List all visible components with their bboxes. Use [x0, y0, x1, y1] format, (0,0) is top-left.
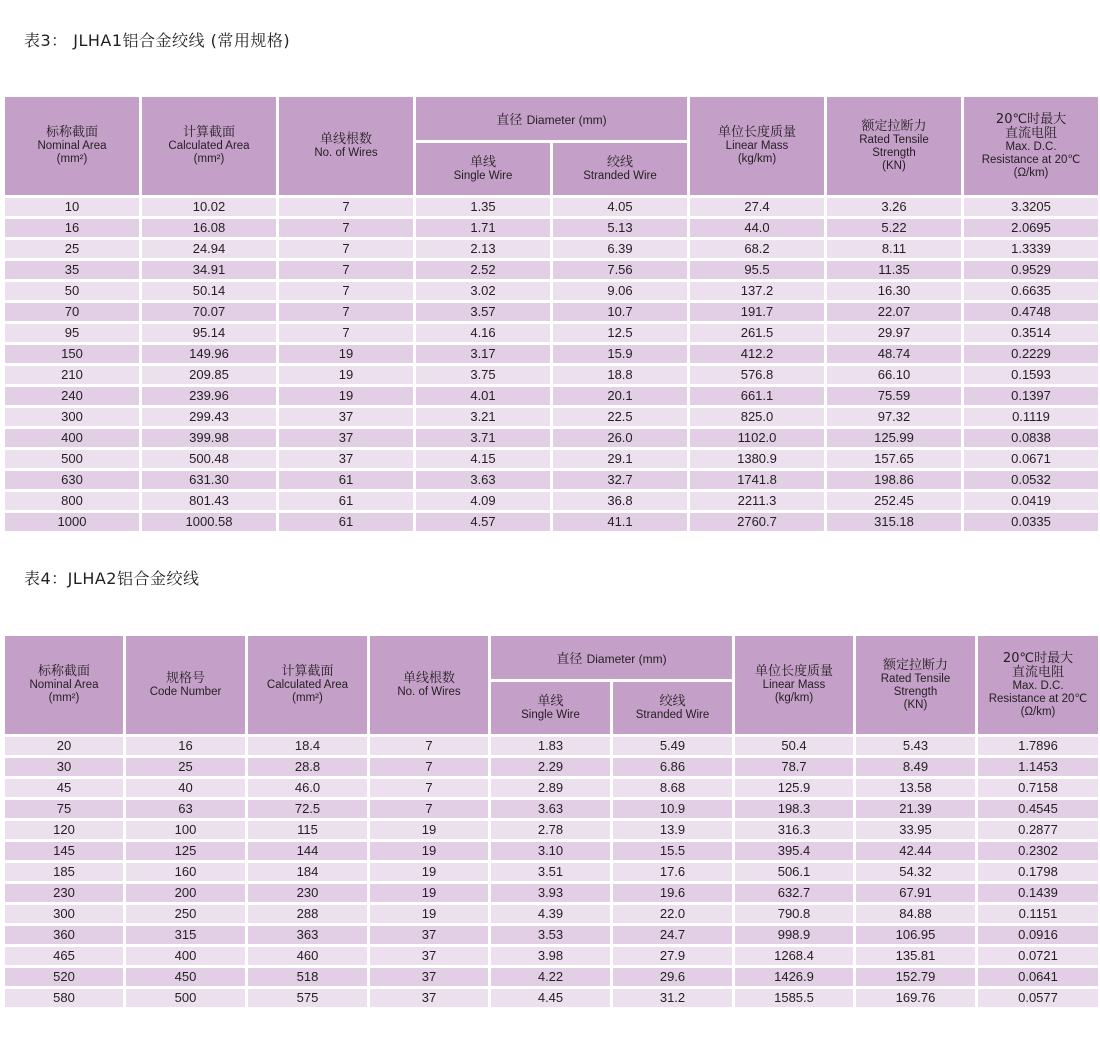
table-cell: 0.7158	[977, 778, 1100, 799]
table-cell: 4.16	[415, 323, 552, 344]
table-cell: 0.3514	[963, 323, 1100, 344]
table-cell: 185	[4, 862, 125, 883]
table-cell: 37	[278, 428, 415, 449]
table-row	[4, 386, 1100, 407]
table-cell: 0.0721	[977, 946, 1100, 967]
table-cell: 6.86	[612, 757, 734, 778]
table4-title: 表4：JLHA2铝合金绞线	[24, 569, 200, 588]
table-cell: 230	[4, 883, 125, 904]
table-cell: 2.89	[490, 778, 612, 799]
table-cell: 315	[125, 925, 247, 946]
table-cell: 10.7	[552, 302, 689, 323]
table-cell: 2.29	[490, 757, 612, 778]
table-cell: 7	[278, 302, 415, 323]
table-cell: 0.0916	[977, 925, 1100, 946]
header-max-dc-resistance: 20℃时最大 直流电阻 Max. D.C. Resistance at 20℃ (Ω/km)	[977, 635, 1100, 736]
table-cell: 315.18	[826, 512, 963, 533]
table-cell: 19	[369, 862, 490, 883]
table-cell: 95.5	[689, 260, 826, 281]
table-cell: 16.30	[826, 281, 963, 302]
table-cell: 300	[4, 904, 125, 925]
table-cell: 0.0577	[977, 988, 1100, 1009]
table-cell: 95.14	[141, 323, 278, 344]
table-row	[4, 365, 1100, 386]
table-cell: 41.1	[552, 512, 689, 533]
table-cell: 0.1593	[963, 365, 1100, 386]
table-row	[4, 778, 1100, 799]
table-cell: 13.9	[612, 820, 734, 841]
table-cell: 37	[369, 988, 490, 1009]
table-row	[4, 820, 1100, 841]
table-cell: 0.0671	[963, 449, 1100, 470]
table-cell: 825.0	[689, 407, 826, 428]
table-cell: 19	[369, 883, 490, 904]
table-cell: 3.75	[415, 365, 552, 386]
table-cell: 0.2302	[977, 841, 1100, 862]
table-row	[4, 757, 1100, 778]
table-cell: 8.68	[612, 778, 734, 799]
table-cell: 46.0	[247, 778, 369, 799]
header-calculated-area: 计算截面 Calculated Area (mm²)	[247, 635, 369, 736]
table-cell: 239.96	[141, 386, 278, 407]
table-cell: 137.2	[689, 281, 826, 302]
table-cell: 2.52	[415, 260, 552, 281]
table-cell: 0.1397	[963, 386, 1100, 407]
table-row	[4, 323, 1100, 344]
header-single-wire: 单线 Single Wire	[415, 142, 552, 197]
table-cell: 399.98	[141, 428, 278, 449]
table-cell: 7	[369, 757, 490, 778]
table-cell: 250	[125, 904, 247, 925]
table-cell: 35	[4, 260, 141, 281]
table-cell: 500	[125, 988, 247, 1009]
table-cell: 0.1119	[963, 407, 1100, 428]
table-cell: 19	[369, 841, 490, 862]
table-row	[4, 946, 1100, 967]
table-cell: 20.1	[552, 386, 689, 407]
table-cell: 97.32	[826, 407, 963, 428]
table-cell: 0.0532	[963, 470, 1100, 491]
table-cell: 300	[4, 407, 141, 428]
table-cell: 16	[4, 218, 141, 239]
table-cell: 0.9529	[963, 260, 1100, 281]
table-cell: 395.4	[734, 841, 855, 862]
table-row	[4, 218, 1100, 239]
table-cell: 316.3	[734, 820, 855, 841]
header-linear-mass: 单位长度质量 Linear Mass (kg/km)	[734, 635, 855, 736]
table-cell: 61	[278, 512, 415, 533]
table-row	[4, 428, 1100, 449]
table-cell: 17.6	[612, 862, 734, 883]
table-cell: 37	[278, 407, 415, 428]
table-cell: 0.4545	[977, 799, 1100, 820]
table-cell: 3.51	[490, 862, 612, 883]
header-max-dc-resistance: 20℃时最大 直流电阻 Max. D.C. Resistance at 20℃ (Ω/km)	[963, 96, 1100, 197]
table-cell: 3.21	[415, 407, 552, 428]
table-cell: 145	[4, 841, 125, 862]
table-cell: 3.57	[415, 302, 552, 323]
table-cell: 1268.4	[734, 946, 855, 967]
table-cell: 576.8	[689, 365, 826, 386]
table-cell: 631.30	[141, 470, 278, 491]
table-cell: 125.9	[734, 778, 855, 799]
table-cell: 1585.5	[734, 988, 855, 1009]
table-cell: 3.3205	[963, 197, 1100, 218]
table-cell: 29.1	[552, 449, 689, 470]
table-cell: 32.7	[552, 470, 689, 491]
table-cell: 25	[125, 757, 247, 778]
table-cell: 0.2229	[963, 344, 1100, 365]
table-cell: 106.95	[855, 925, 977, 946]
table-cell: 0.0419	[963, 491, 1100, 512]
table-cell: 27.4	[689, 197, 826, 218]
header-single-wire: 单线 Single Wire	[490, 681, 612, 736]
table-cell: 7	[278, 323, 415, 344]
table-cell: 3.17	[415, 344, 552, 365]
table-row	[4, 260, 1100, 281]
table-cell: 0.2877	[977, 820, 1100, 841]
table-cell: 1102.0	[689, 428, 826, 449]
table-cell: 45	[4, 778, 125, 799]
table-cell: 160	[125, 862, 247, 883]
table-cell: 0.0838	[963, 428, 1100, 449]
table-cell: 0.1151	[977, 904, 1100, 925]
table-cell: 7	[369, 799, 490, 820]
table-cell: 75.59	[826, 386, 963, 407]
table-cell: 400	[4, 428, 141, 449]
table-cell: 115	[247, 820, 369, 841]
table-cell: 37	[278, 449, 415, 470]
table-cell: 518	[247, 967, 369, 988]
table-cell: 7	[278, 281, 415, 302]
header-calculated-area: 计算截面 Calculated Area (mm²)	[141, 96, 278, 197]
table-cell: 10	[4, 197, 141, 218]
table-cell: 70	[4, 302, 141, 323]
table-cell: 998.9	[734, 925, 855, 946]
table-row	[4, 967, 1100, 988]
table-cell: 24.94	[141, 239, 278, 260]
table-cell: 3.10	[490, 841, 612, 862]
table-cell: 10.9	[612, 799, 734, 820]
table-cell: 8.11	[826, 239, 963, 260]
table-cell: 7.56	[552, 260, 689, 281]
table-cell: 506.1	[734, 862, 855, 883]
table-cell: 84.88	[855, 904, 977, 925]
table-cell: 72.5	[247, 799, 369, 820]
table-cell: 198.86	[826, 470, 963, 491]
header-nominal-area: 标称截面 Nominal Area (mm²)	[4, 96, 141, 197]
table-cell: 36.8	[552, 491, 689, 512]
table-cell: 0.4748	[963, 302, 1100, 323]
table-cell: 34.91	[141, 260, 278, 281]
table-cell: 360	[4, 925, 125, 946]
table-cell: 40	[125, 778, 247, 799]
table-cell: 11.35	[826, 260, 963, 281]
table-cell: 1.83	[490, 736, 612, 757]
table-cell: 3.53	[490, 925, 612, 946]
table-cell: 6.39	[552, 239, 689, 260]
table-cell: 790.8	[734, 904, 855, 925]
header-rated-tensile-strength: 额定拉断力 Rated Tensile Strength (KN)	[826, 96, 963, 197]
table-cell: 0.1798	[977, 862, 1100, 883]
table-cell: 19	[278, 344, 415, 365]
table-cell: 29.6	[612, 967, 734, 988]
table-cell: 4.15	[415, 449, 552, 470]
jlha2-spec-table	[2, 633, 1100, 1010]
table-cell: 20	[4, 736, 125, 757]
header-code-number: 规格号 Code Number	[125, 635, 247, 736]
table-cell: 2211.3	[689, 491, 826, 512]
table-cell: 19	[278, 365, 415, 386]
table-cell: 68.2	[689, 239, 826, 260]
jlha1-spec-table	[2, 94, 1100, 534]
table-row	[4, 988, 1100, 1009]
table-cell: 2.13	[415, 239, 552, 260]
table-cell: 157.65	[826, 449, 963, 470]
header-rated-tensile-strength: 额定拉断力 Rated Tensile Strength (KN)	[855, 635, 977, 736]
table-cell: 37	[369, 946, 490, 967]
table-row	[4, 491, 1100, 512]
table-cell: 9.06	[552, 281, 689, 302]
table-cell: 100	[125, 820, 247, 841]
table-cell: 1000.58	[141, 512, 278, 533]
table-cell: 125	[125, 841, 247, 862]
table-cell: 15.9	[552, 344, 689, 365]
table-cell: 12.5	[552, 323, 689, 344]
header-nominal-area: 标称截面 Nominal Area (mm²)	[4, 635, 125, 736]
table-row	[4, 841, 1100, 862]
table-cell: 520	[4, 967, 125, 988]
table-cell: 7	[278, 218, 415, 239]
table-cell: 75	[4, 799, 125, 820]
table-cell: 465	[4, 946, 125, 967]
table-cell: 120	[4, 820, 125, 841]
table-cell: 5.43	[855, 736, 977, 757]
table-cell: 261.5	[689, 323, 826, 344]
table-cell: 19.6	[612, 883, 734, 904]
table-cell: 2.78	[490, 820, 612, 841]
header-diameter: 直径 Diameter (mm)	[490, 635, 734, 681]
table-cell: 29.97	[826, 323, 963, 344]
table-cell: 210	[4, 365, 141, 386]
table-cell: 30	[4, 757, 125, 778]
table-cell: 1380.9	[689, 449, 826, 470]
table-cell: 22.0	[612, 904, 734, 925]
table-cell: 5.13	[552, 218, 689, 239]
table-cell: 1.35	[415, 197, 552, 218]
table-cell: 0.0641	[977, 967, 1100, 988]
table-cell: 28.8	[247, 757, 369, 778]
table-cell: 1426.9	[734, 967, 855, 988]
table-cell: 4.57	[415, 512, 552, 533]
table-cell: 1.1453	[977, 757, 1100, 778]
table-cell: 0.0335	[963, 512, 1100, 533]
table-cell: 61	[278, 470, 415, 491]
table-cell: 50.4	[734, 736, 855, 757]
table-cell: 125.99	[826, 428, 963, 449]
table-cell: 67.91	[855, 883, 977, 904]
table-cell: 580	[4, 988, 125, 1009]
table-cell: 135.81	[855, 946, 977, 967]
table-row	[4, 302, 1100, 323]
table-cell: 240	[4, 386, 141, 407]
table-cell: 42.44	[855, 841, 977, 862]
table-cell: 70.07	[141, 302, 278, 323]
table-cell: 191.7	[689, 302, 826, 323]
table-cell: 2760.7	[689, 512, 826, 533]
table-cell: 7	[278, 197, 415, 218]
table-cell: 54.32	[855, 862, 977, 883]
table-cell: 3.02	[415, 281, 552, 302]
table-cell: 33.95	[855, 820, 977, 841]
table-cell: 48.74	[826, 344, 963, 365]
table-row	[4, 736, 1100, 757]
table-cell: 18.8	[552, 365, 689, 386]
table-row	[4, 197, 1100, 218]
table-cell: 800	[4, 491, 141, 512]
table-row	[4, 799, 1100, 820]
table-row	[4, 512, 1100, 533]
table-cell: 500.48	[141, 449, 278, 470]
table-cell: 44.0	[689, 218, 826, 239]
table-row	[4, 407, 1100, 428]
table-cell: 1.3339	[963, 239, 1100, 260]
table-cell: 3.98	[490, 946, 612, 967]
table-row	[4, 281, 1100, 302]
table-cell: 7	[369, 736, 490, 757]
table-row	[4, 883, 1100, 904]
table-cell: 37	[369, 967, 490, 988]
table-cell: 5.49	[612, 736, 734, 757]
table-cell: 27.9	[612, 946, 734, 967]
table-row	[4, 470, 1100, 491]
table-cell: 10.02	[141, 197, 278, 218]
table-cell: 7	[278, 260, 415, 281]
table-cell: 630	[4, 470, 141, 491]
table3-title: 表3： JLHA1铝合金绞线 (常用规格)	[24, 31, 291, 50]
table-row	[4, 449, 1100, 470]
table-cell: 3.63	[490, 799, 612, 820]
table-cell: 184	[247, 862, 369, 883]
table-cell: 288	[247, 904, 369, 925]
table-cell: 400	[125, 946, 247, 967]
table-cell: 1.71	[415, 218, 552, 239]
table-cell: 7	[369, 778, 490, 799]
table-cell: 149.96	[141, 344, 278, 365]
table-cell: 21.39	[855, 799, 977, 820]
table-cell: 230	[247, 883, 369, 904]
table-cell: 50.14	[141, 281, 278, 302]
table-cell: 19	[369, 820, 490, 841]
table-cell: 209.85	[141, 365, 278, 386]
table-cell: 8.49	[855, 757, 977, 778]
table-cell: 3.63	[415, 470, 552, 491]
table-cell: 50	[4, 281, 141, 302]
table-cell: 0.6635	[963, 281, 1100, 302]
table-cell: 5.22	[826, 218, 963, 239]
table-cell: 363	[247, 925, 369, 946]
table-cell: 16.08	[141, 218, 278, 239]
table-cell: 4.39	[490, 904, 612, 925]
table-row	[4, 344, 1100, 365]
header-no-of-wires: 单线根数 No. of Wires	[369, 635, 490, 736]
table-cell: 4.45	[490, 988, 612, 1009]
table-cell: 412.2	[689, 344, 826, 365]
table-cell: 3.71	[415, 428, 552, 449]
table-cell: 0.1439	[977, 883, 1100, 904]
table-cell: 24.7	[612, 925, 734, 946]
header-linear-mass: 单位长度质量 Linear Mass (kg/km)	[689, 96, 826, 197]
table-cell: 1.7896	[977, 736, 1100, 757]
header-stranded-wire: 绞线 Stranded Wire	[552, 142, 689, 197]
table-cell: 78.7	[734, 757, 855, 778]
table-cell: 3.26	[826, 197, 963, 218]
table-cell: 4.09	[415, 491, 552, 512]
table-cell: 152.79	[855, 967, 977, 988]
table-cell: 26.0	[552, 428, 689, 449]
table-row	[4, 925, 1100, 946]
table-cell: 22.5	[552, 407, 689, 428]
table-cell: 1000	[4, 512, 141, 533]
table-cell: 18.4	[247, 736, 369, 757]
table-cell: 19	[278, 386, 415, 407]
table-cell: 22.07	[826, 302, 963, 323]
table-cell: 7	[278, 239, 415, 260]
table-cell: 66.10	[826, 365, 963, 386]
table-cell: 2.0695	[963, 218, 1100, 239]
table-cell: 661.1	[689, 386, 826, 407]
header-diameter: 直径 Diameter (mm)	[415, 96, 689, 142]
table-cell: 460	[247, 946, 369, 967]
table-row	[4, 862, 1100, 883]
table-cell: 1741.8	[689, 470, 826, 491]
table-cell: 299.43	[141, 407, 278, 428]
table-cell: 632.7	[734, 883, 855, 904]
table-cell: 37	[369, 925, 490, 946]
table-cell: 500	[4, 449, 141, 470]
header-stranded-wire: 绞线 Stranded Wire	[612, 681, 734, 736]
table-cell: 200	[125, 883, 247, 904]
table-cell: 169.76	[855, 988, 977, 1009]
table-cell: 150	[4, 344, 141, 365]
table-cell: 575	[247, 988, 369, 1009]
table-cell: 61	[278, 491, 415, 512]
table-cell: 19	[369, 904, 490, 925]
table-cell: 4.05	[552, 197, 689, 218]
table-cell: 16	[125, 736, 247, 757]
table-cell: 15.5	[612, 841, 734, 862]
table-cell: 31.2	[612, 988, 734, 1009]
table-cell: 198.3	[734, 799, 855, 820]
table-cell: 4.01	[415, 386, 552, 407]
table-cell: 450	[125, 967, 247, 988]
table-cell: 252.45	[826, 491, 963, 512]
table-cell: 4.22	[490, 967, 612, 988]
table-cell: 95	[4, 323, 141, 344]
table-cell: 13.58	[855, 778, 977, 799]
table-row	[4, 239, 1100, 260]
table-cell: 63	[125, 799, 247, 820]
table-cell: 3.93	[490, 883, 612, 904]
table-cell: 801.43	[141, 491, 278, 512]
header-no-of-wires: 单线根数 No. of Wires	[278, 96, 415, 197]
table-cell: 144	[247, 841, 369, 862]
table-row	[4, 904, 1100, 925]
table-cell: 25	[4, 239, 141, 260]
